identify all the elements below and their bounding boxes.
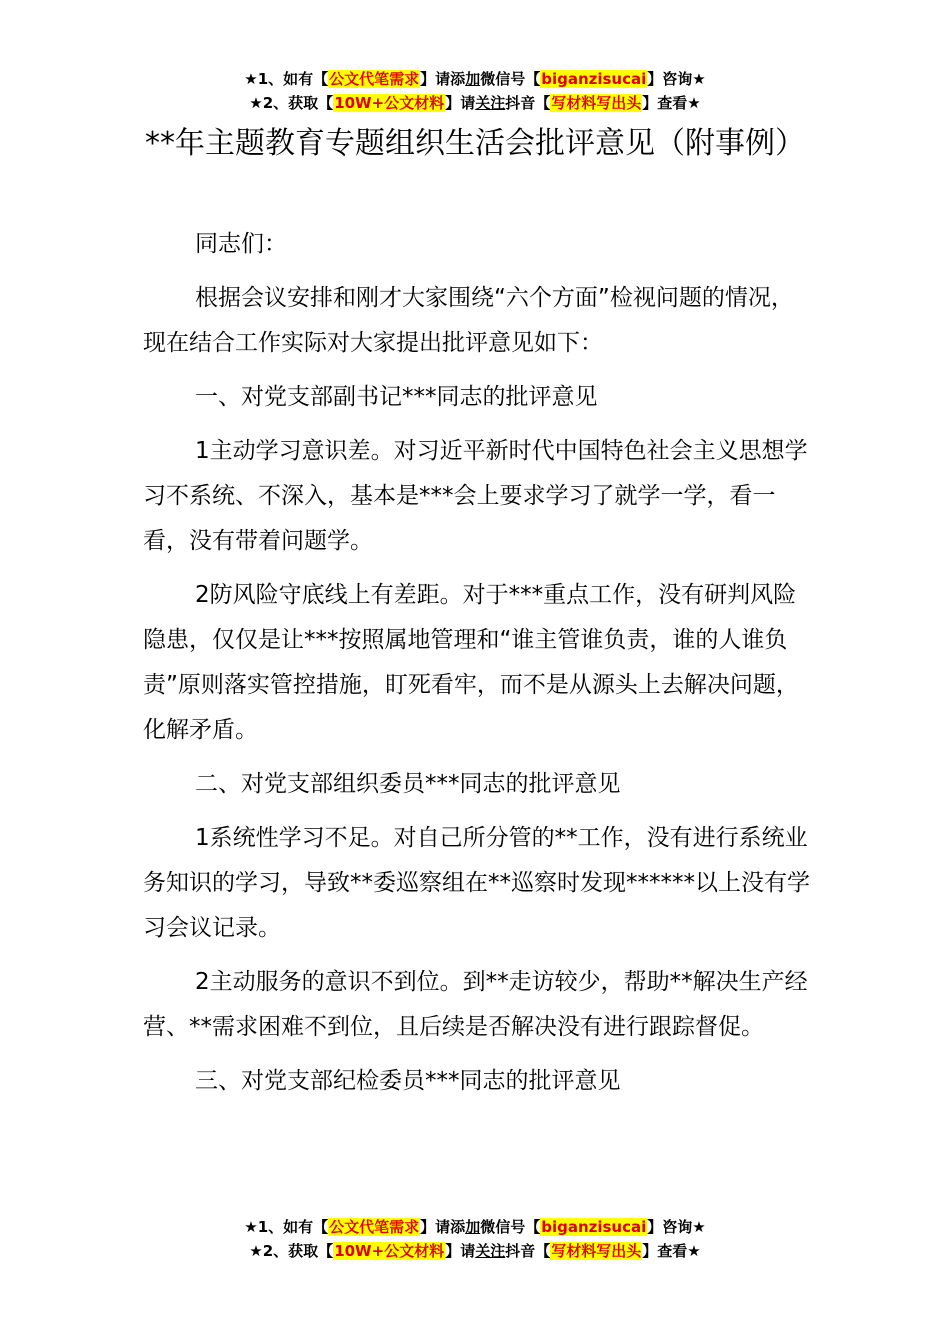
banner-highlight: 写材料写出头 [551,94,642,112]
salutation: 同志们： [195,231,287,257]
banner-highlight: 10W+公文材料 [334,94,445,112]
footer-banner [0,1215,950,1263]
banner-highlight: biganzisucai [541,1218,647,1236]
body-paragraph: 1主动学习意识差。对习近平新时代中国特色社会主义思想学习不系统、不深入，基本是***会上要求学习了就学一学，看一看，没有带着问题学。 [143,438,808,554]
section-heading: 三、对党支部纪检委员***同志的批评意见 [195,1068,621,1094]
banner-line-2: ★2、获取【10W+公文材料】请关注抖音【写材料写出头】查看★ [249,1242,701,1260]
body-paragraph: 1系统性学习不足。对自己所分管的**工作，没有进行系统业务知识的学习，导致**委巡察组在**巡察时发现******以上没有学习会议记录。 [143,825,810,941]
banner-highlight: 公文代笔需求 [329,1218,420,1236]
section-heading: 一、对党支部副书记***同志的批评意见 [195,384,598,410]
banner-highlight: 写材料写出头 [551,1242,642,1260]
banner-highlight: biganzisucai [541,70,647,88]
banner-highlight: 10W+公文材料 [334,1242,445,1260]
section-heading: 二、对党支部组织委员***同志的批评意见 [195,771,621,797]
banner-line-2: ★2、获取【10W+公文材料】请关注抖音【写材料写出头】查看★ [249,94,701,112]
document-title: **年主题教育专题组织生活会批评意见（附事例） [145,126,805,161]
header-banner [0,67,950,115]
body-paragraph: 2防风险守底线上有差距。对于***重点工作，没有研判风险隐患，仅仅是让***按照属地管理和“谁主管谁负责，谁的人谁负责”原则落实管控措施，盯死看牢，而不是从源头上去解决问题，化解矛盾。 [143,582,799,743]
document-body [143,222,813,1113]
banner-line-1: ★1、如有【公文代笔需求】请添加微信号【biganzisucai】咨询★ [244,70,706,88]
banner-highlight: 公文代笔需求 [329,70,420,88]
body-paragraph: 2主动服务的意识不到位。到**走访较少，帮助**解决生产经营、**需求困难不到位，且后续是否解决没有进行跟踪督促。 [143,969,808,1040]
intro-paragraph: 根据会议安排和刚才大家围绕“六个方面”检视问题的情况，现在结合工作实际对大家提出批评意见如下： [143,285,794,356]
banner-line-1: ★1、如有【公文代笔需求】请添加微信号【biganzisucai】咨询★ [244,1218,706,1236]
